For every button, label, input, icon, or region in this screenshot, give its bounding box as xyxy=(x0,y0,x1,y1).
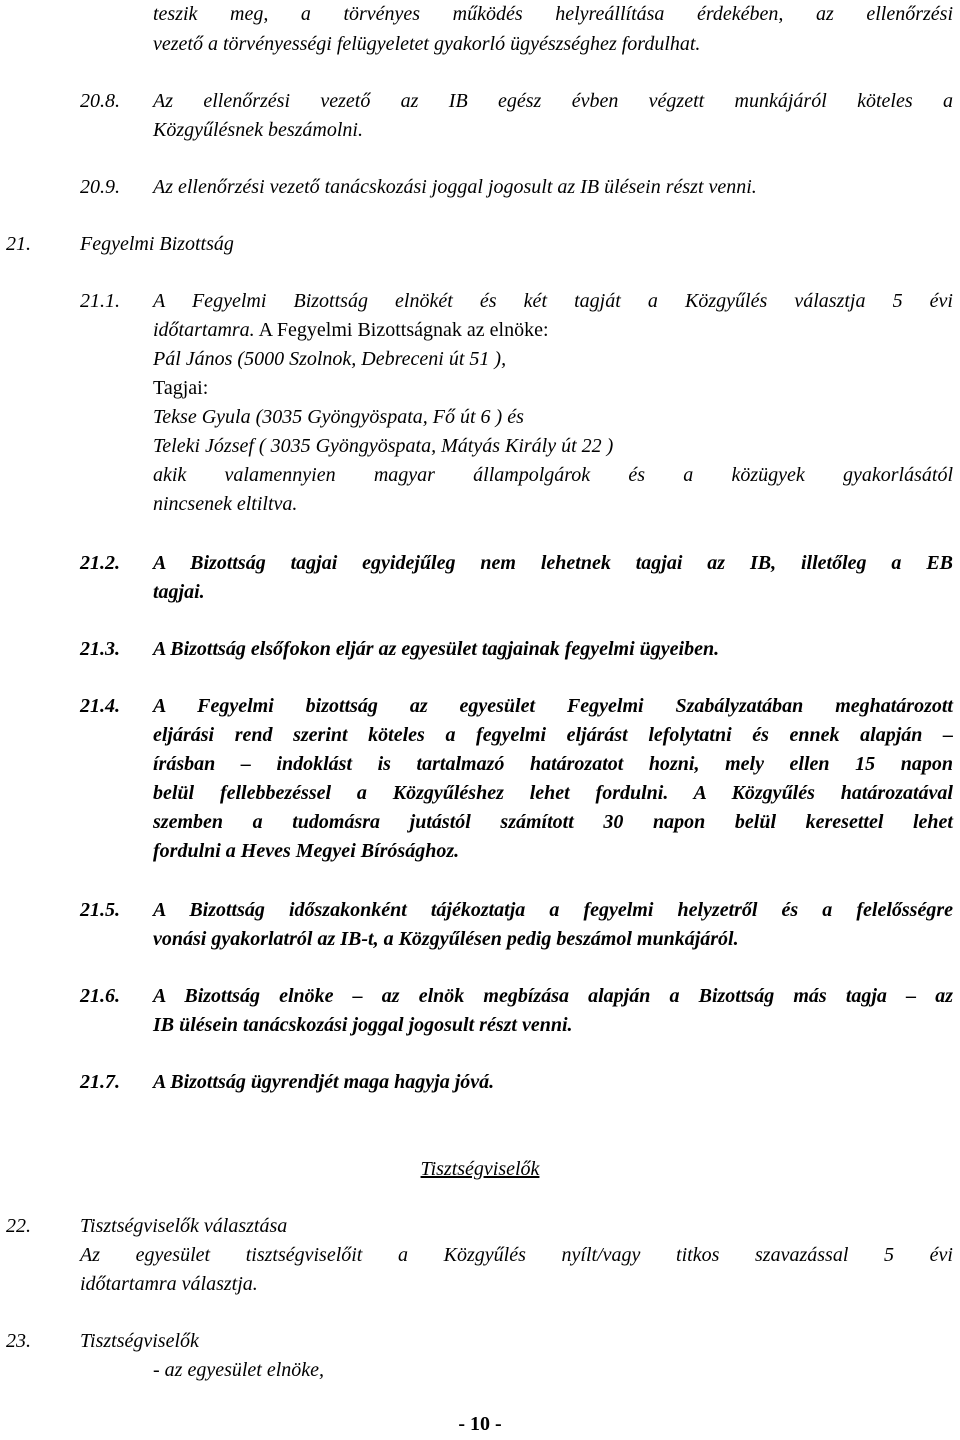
paragraph-line: Teleki József ( 3035 Gyöngyöspata, Mátyás Király út 22 ) xyxy=(153,435,614,457)
paragraph-line: Tekse Gyula (3035 Gyöngyöspata, Fő út 6 ) és xyxy=(153,406,524,428)
paragraph-line: akik valamennyien magyar állampolgárok és a közügyek gyakorlásától xyxy=(153,464,953,486)
section-title: Fegyelmi Bizottság xyxy=(80,233,234,255)
section-number: 23. xyxy=(6,1330,31,1352)
section-number: 21.7. xyxy=(80,1071,120,1093)
paragraph-line: Az egyesület tisztségviselőit a Közgyűlés nyílt/vagy titkos szavazással 5 évi xyxy=(80,1244,953,1266)
section-number: 21.5. xyxy=(80,899,120,921)
section-number: 20.9. xyxy=(80,176,120,198)
list-item: - az egyesület elnöke, xyxy=(153,1359,325,1381)
paragraph-line: Tagjai: xyxy=(153,377,209,399)
paragraph-line: vonási gyakorlatról az IB-t, a Közgyűlésen pedig beszámol munkájáról. xyxy=(153,928,739,950)
paragraph-line: szemben a tudomásra jutástól számított 30 napon belül keresettel lehet xyxy=(153,811,953,833)
chapter-heading: Tisztségviselők xyxy=(420,1158,540,1180)
paragraph-line: eljárási rend szerint köteles a fegyelmi eljárást lefolytatni és ennek alapján – xyxy=(153,724,953,746)
paragraph-line: A Fegyelmi bizottság az egyesület Fegyelmi Szabályzatában meghatározott xyxy=(153,695,953,717)
paragraph-line: A Fegyelmi Bizottság elnökét és két tagját a Közgyűlés választja 5 évi xyxy=(153,290,953,312)
section-number: 22. xyxy=(6,1215,31,1237)
paragraph-line: vezető a törvényességi felügyeletet gyakorló ügyészséghez fordulhat. xyxy=(153,33,701,55)
paragraph-line: tagjai. xyxy=(153,581,205,603)
paragraph-line: Pál János (5000 Szolnok, Debreceni út 51 ), xyxy=(153,348,507,370)
paragraph-line: A Bizottság időszakonként tájékoztatja a fegyelmi helyzetről és a felelősségre xyxy=(153,899,953,921)
paragraph-line: teszik meg, a törvényes működés helyreállítása érdekében, az ellenőrzési xyxy=(153,3,953,25)
paragraph-line: IB ülésein tanácskozási joggal jogosult részt venni. xyxy=(153,1014,573,1036)
paragraph-line: nincsenek eltiltva. xyxy=(153,493,298,515)
paragraph-line: A Bizottság ügyrendjét maga hagyja jóvá. xyxy=(153,1071,495,1093)
paragraph-line xyxy=(153,318,953,342)
section-number: 21. xyxy=(6,233,31,255)
section-number: 21.3. xyxy=(80,638,120,660)
section-number: 20.8. xyxy=(80,90,120,112)
section-title: Tisztségviselők xyxy=(80,1330,199,1352)
page-number: - 10 - xyxy=(458,1413,502,1435)
section-title: Tisztségviselők választása xyxy=(80,1215,288,1237)
paragraph-line: A Bizottság elsőfokon eljár az egyesület tagjainak fegyelmi ügyeiben. xyxy=(153,638,720,660)
section-number: 21.6. xyxy=(80,985,120,1007)
section-number: 21.2. xyxy=(80,552,120,574)
paragraph-fragment: A Fegyelmi Bizottságnak az elnöke: xyxy=(254,319,549,341)
paragraph-line: A Bizottság elnöke – az elnök megbízása alapján a Bizottság más tagja – az xyxy=(153,985,953,1007)
section-number: 21.4. xyxy=(80,695,120,717)
paragraph-line: írásban – indoklást is tartalmazó határozatot hozni, mely ellen 15 napon xyxy=(153,753,953,775)
paragraph-line: Az ellenőrzési vezető tanácskozási joggal jogosult az IB ülésein részt venni. xyxy=(153,176,757,198)
paragraph-line: fordulni a Heves Megyei Bírósághoz. xyxy=(153,840,460,862)
paragraph-line: A Bizottság tagjai egyidejűleg nem lehetnek tagjai az IB, illetőleg a EB xyxy=(153,552,953,574)
paragraph-line: időtartamra választja. xyxy=(80,1273,258,1295)
paragraph-line: belül fellebbezéssel a Közgyűléshez lehet fordulni. A Közgyűlés határozatával xyxy=(153,782,953,804)
paragraph-line: Az ellenőrzési vezető az IB egész évben végzett munkájáról köteles a xyxy=(153,90,953,112)
paragraph-fragment: időtartamra. xyxy=(153,319,255,341)
paragraph-line: Közgyűlésnek beszámolni. xyxy=(153,119,363,141)
section-number: 21.1. xyxy=(80,290,120,312)
